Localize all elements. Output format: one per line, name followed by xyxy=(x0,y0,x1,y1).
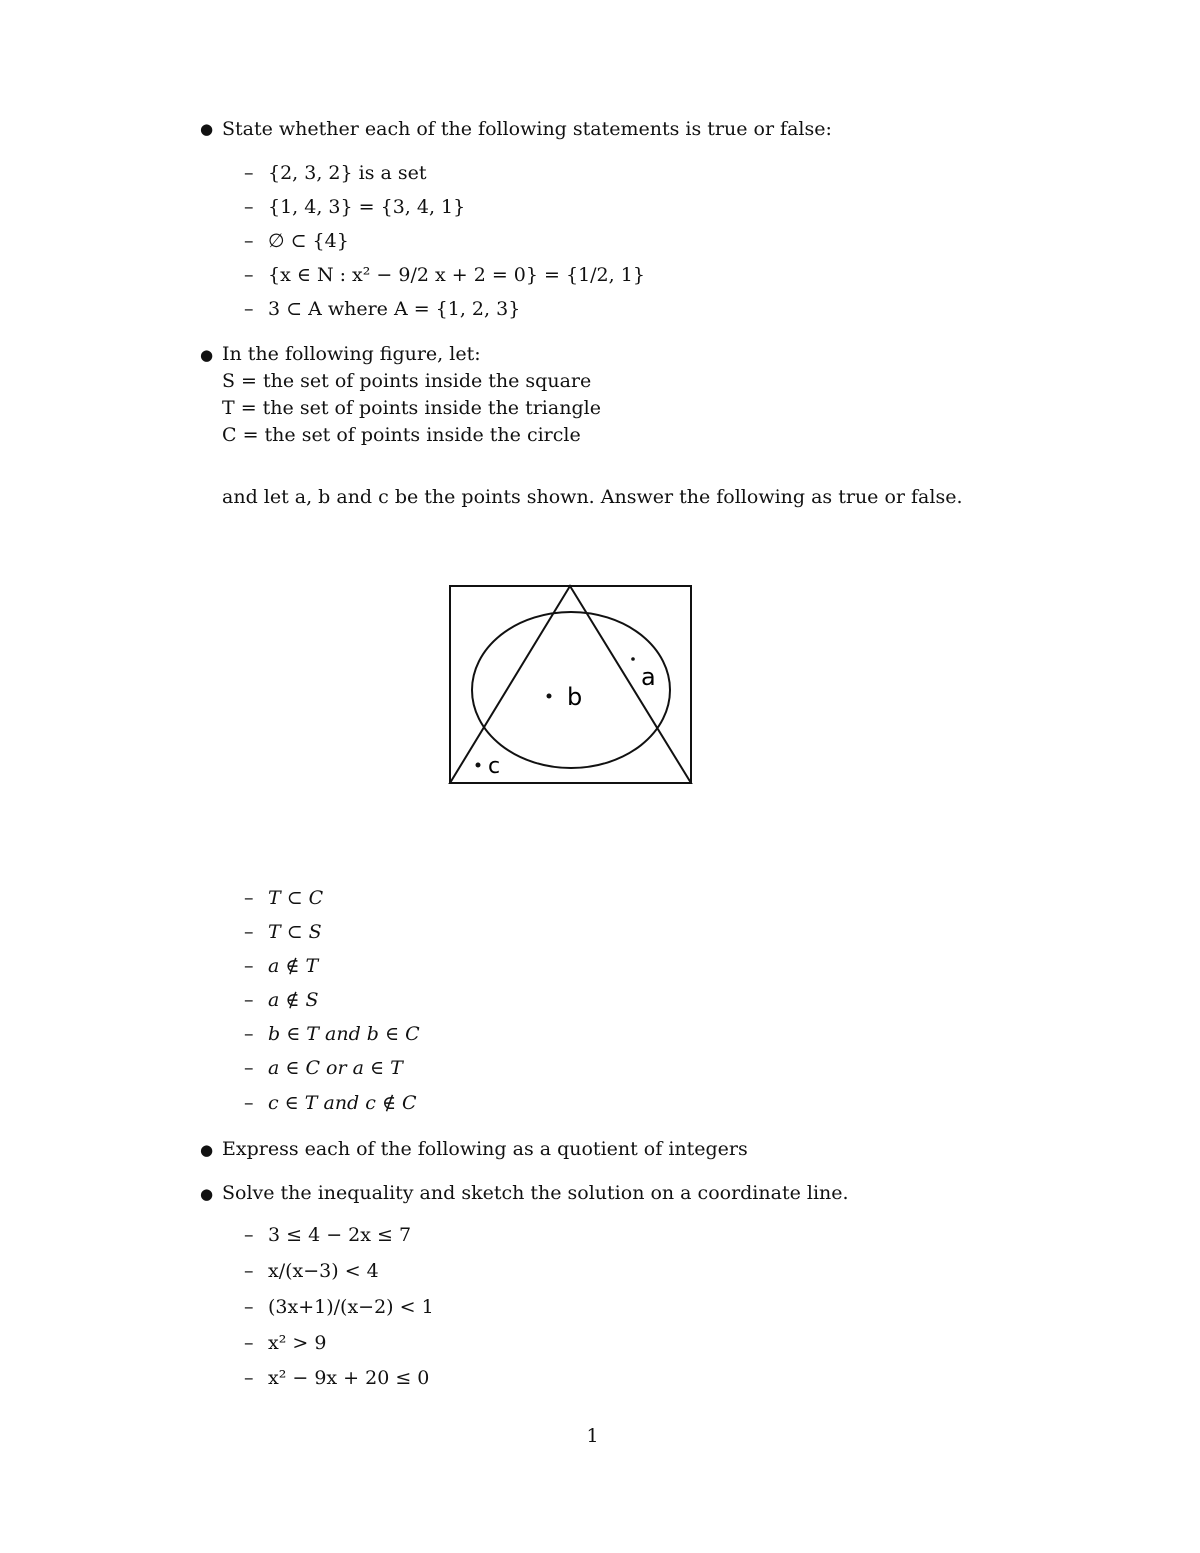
q1-item: ∅ ⊂ {4} xyxy=(268,230,349,252)
q3-heading: Express each of the following as a quotient of integers xyxy=(222,1138,748,1160)
q2-intro: In the following figure, let: xyxy=(222,343,481,365)
q2-def: T = the set of points inside the triangle xyxy=(222,397,601,419)
dash-marker: – xyxy=(244,298,254,320)
q1-item: {x ∈ N : x² − 9/2 x + 2 = 0} = {1/2, 1} xyxy=(268,264,645,286)
q2-item: T ⊂ C xyxy=(268,887,324,909)
dash-marker: – xyxy=(244,955,254,977)
q2-item: a ∉ T xyxy=(268,955,319,977)
q4-item: x² − 9x + 20 ≤ 0 xyxy=(268,1367,430,1389)
bullet-marker: ● xyxy=(200,120,214,138)
dash-marker: – xyxy=(244,989,254,1011)
dash-marker: – xyxy=(244,162,254,184)
point-c-label: c xyxy=(488,754,501,779)
q2-item: c ∈ T and c ∉ C xyxy=(268,1092,417,1114)
dash-marker: – xyxy=(244,1260,254,1282)
q2-item: a ∉ S xyxy=(268,989,319,1011)
dash-marker: – xyxy=(244,1332,254,1354)
dash-marker: – xyxy=(244,1057,254,1079)
q4-heading: Solve the inequality and sketch the solution on a coordinate line. xyxy=(222,1182,849,1204)
q2-def: S = the set of points inside the square xyxy=(222,370,592,392)
q1-heading: State whether each of the following statements is true or false: xyxy=(222,118,832,140)
q4-item: (3x+1)/(x−2) < 1 xyxy=(268,1296,434,1318)
dash-marker: – xyxy=(244,230,254,252)
point-c-dot xyxy=(476,763,481,768)
q1-item: 3 ⊂ A where A = {1, 2, 3} xyxy=(268,298,521,320)
dash-marker: – xyxy=(244,1367,254,1389)
bullet-marker: ● xyxy=(200,1185,214,1203)
q4-item: x² > 9 xyxy=(268,1332,327,1354)
q2-prompt: and let a, b and c be the points shown. Answer the following as true or false. xyxy=(222,486,963,508)
dash-marker: – xyxy=(244,921,254,943)
point-b-dot xyxy=(547,694,552,699)
dash-marker: – xyxy=(244,1092,254,1114)
point-a-label: a xyxy=(641,663,656,691)
q1-item: {1, 4, 3} = {3, 4, 1} xyxy=(268,196,466,218)
dash-marker: – xyxy=(244,887,254,909)
q1-item: {2, 3, 2} is a set xyxy=(268,162,427,184)
page-number: 1 xyxy=(586,1425,599,1447)
dash-marker: – xyxy=(244,264,254,286)
point-a-dot xyxy=(631,657,635,661)
q4-item: x/(x−3) < 4 xyxy=(268,1260,379,1282)
q2-item: T ⊂ S xyxy=(268,921,322,943)
dash-marker: – xyxy=(244,196,254,218)
dash-marker: – xyxy=(244,1224,254,1246)
q2-item: b ∈ T and b ∈ C xyxy=(268,1023,420,1045)
set-figure xyxy=(448,583,694,786)
point-b-label: b xyxy=(567,683,583,711)
q4-item: 3 ≤ 4 − 2x ≤ 7 xyxy=(268,1224,412,1246)
bullet-marker: ● xyxy=(200,1141,214,1159)
q2-def: C = the set of points inside the circle xyxy=(222,424,581,446)
q2-item: a ∈ C or a ∈ T xyxy=(268,1057,403,1079)
dash-marker: – xyxy=(244,1296,254,1318)
dash-marker: – xyxy=(244,1023,254,1045)
bullet-marker: ● xyxy=(200,346,214,364)
